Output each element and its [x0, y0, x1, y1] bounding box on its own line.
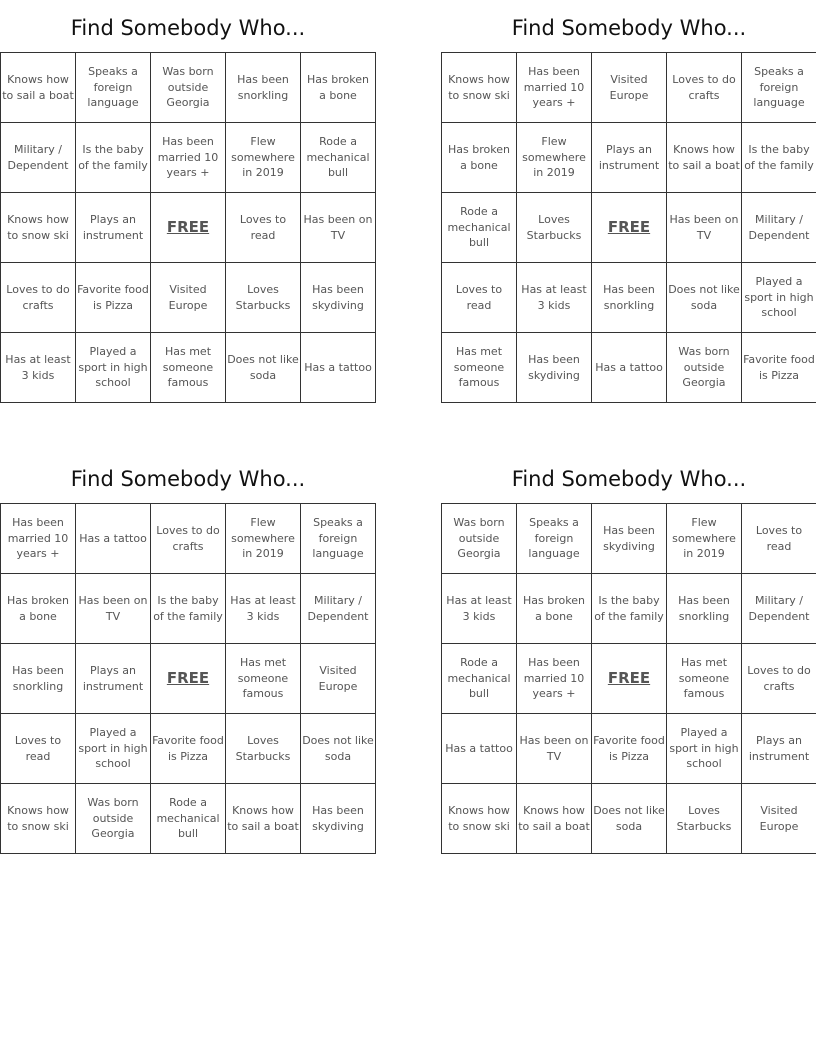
bingo-cell: Loves to read: [442, 263, 517, 333]
bingo-cell: Favorite food is Pizza: [592, 714, 667, 784]
bingo-cell: Rode a mechanical bull: [442, 644, 517, 714]
free-space: FREE: [151, 193, 226, 263]
bingo-cell: Loves Starbucks: [517, 193, 592, 263]
bingo-cell: Has been on TV: [667, 193, 742, 263]
bingo-cell: Does not like soda: [592, 784, 667, 854]
bingo-cell: Plays an instrument: [76, 644, 151, 714]
bingo-cell: Loves Starbucks: [667, 784, 742, 854]
bingo-cell: Has at least 3 kids: [226, 574, 301, 644]
bingo-cell: Rode a mechanical bull: [442, 193, 517, 263]
bingo-cell: Is the baby of the family: [76, 123, 151, 193]
bingo-grid: [0, 503, 376, 854]
bingo-cell: Knows how to sail a boat: [667, 123, 742, 193]
bingo-cell: Has been married 10 years +: [517, 644, 592, 714]
bingo-cell: Military / Dependent: [742, 193, 816, 263]
bingo-cell: Plays an instrument: [76, 193, 151, 263]
bingo-cell: Has at least 3 kids: [442, 574, 517, 644]
bingo-cell: Has been married 10 years +: [1, 504, 76, 574]
bingo-grid: [441, 52, 816, 403]
bingo-card-1: [0, 12, 376, 403]
bingo-cell: Played a sport in high school: [76, 714, 151, 784]
bingo-cell: Has a tattoo: [442, 714, 517, 784]
bingo-cell: Rode a mechanical bull: [151, 784, 226, 854]
bingo-cell: Is the baby of the family: [742, 123, 816, 193]
bingo-cell: Military / Dependent: [742, 574, 816, 644]
bingo-cell: Has been on TV: [76, 574, 151, 644]
bingo-cell: Knows how to snow ski: [442, 53, 517, 123]
bingo-cell: Military / Dependent: [1, 123, 76, 193]
bingo-cell: Speaks a foreign language: [517, 504, 592, 574]
bingo-cell: Speaks a foreign language: [742, 53, 816, 123]
bingo-cell: Has been snorkling: [592, 263, 667, 333]
bingo-cell: Speaks a foreign language: [76, 53, 151, 123]
bingo-cell: Rode a mechanical bull: [301, 123, 376, 193]
bingo-cell: Loves to read: [1, 714, 76, 784]
bingo-card-4: [441, 463, 816, 854]
bingo-cell: Played a sport in high school: [667, 714, 742, 784]
bingo-cell: Has been snorkling: [226, 53, 301, 123]
bingo-cell: Flew somewhere in 2019: [667, 504, 742, 574]
bingo-card-2: [441, 12, 816, 403]
bingo-cell: Loves to read: [742, 504, 816, 574]
bingo-cell: Loves to read: [226, 193, 301, 263]
card-title: Find Somebody Who...: [70, 467, 306, 491]
bingo-cell: Favorite food is Pizza: [742, 333, 816, 403]
free-space: FREE: [151, 644, 226, 714]
bingo-cell: Knows how to snow ski: [442, 784, 517, 854]
bingo-cell: Loves to do crafts: [742, 644, 816, 714]
bingo-cell: Has met someone famous: [226, 644, 301, 714]
bingo-cell: Has met someone famous: [151, 333, 226, 403]
bingo-cell: Has been married 10 years +: [151, 123, 226, 193]
bingo-cell: Does not like soda: [667, 263, 742, 333]
bingo-cell: Has at least 3 kids: [1, 333, 76, 403]
bingo-cell: Played a sport in high school: [742, 263, 816, 333]
bingo-cell: Has met someone famous: [442, 333, 517, 403]
bingo-cell: Knows how to sail a boat: [517, 784, 592, 854]
bingo-cell: Has at least 3 kids: [517, 263, 592, 333]
bingo-cell: Does not like soda: [301, 714, 376, 784]
bingo-cell: Visited Europe: [592, 53, 667, 123]
bingo-cell: Has been skydiving: [592, 504, 667, 574]
bingo-cell: Knows how to sail a boat: [226, 784, 301, 854]
bingo-cell: Was born outside Georgia: [76, 784, 151, 854]
bingo-cell: Visited Europe: [151, 263, 226, 333]
free-space: FREE: [592, 193, 667, 263]
bingo-cell: Was born outside Georgia: [442, 504, 517, 574]
bingo-cell: Has broken a bone: [301, 53, 376, 123]
bingo-cell: Knows how to sail a boat: [1, 53, 76, 123]
bingo-cell: Military / Dependent: [301, 574, 376, 644]
bingo-card-3: [0, 463, 376, 854]
bingo-cell: Loves to do crafts: [1, 263, 76, 333]
bingo-cell: Has been skydiving: [301, 784, 376, 854]
bingo-cell: Played a sport in high school: [76, 333, 151, 403]
card-title: Find Somebody Who...: [511, 467, 747, 491]
bingo-cell: Has been snorkling: [667, 574, 742, 644]
bingo-cell: Has been snorkling: [1, 644, 76, 714]
bingo-grid: [0, 52, 376, 403]
bingo-cell: Has been on TV: [301, 193, 376, 263]
bingo-cell: Was born outside Georgia: [667, 333, 742, 403]
free-space: FREE: [592, 644, 667, 714]
bingo-cell: Has a tattoo: [301, 333, 376, 403]
bingo-cell: Favorite food is Pizza: [76, 263, 151, 333]
bingo-cell: Is the baby of the family: [151, 574, 226, 644]
bingo-cell: Is the baby of the family: [592, 574, 667, 644]
bingo-cell: Favorite food is Pizza: [151, 714, 226, 784]
card-title: Find Somebody Who...: [70, 16, 306, 40]
bingo-cell: Loves Starbucks: [226, 263, 301, 333]
bingo-cell: Has been skydiving: [517, 333, 592, 403]
bingo-cell: Has been married 10 years +: [517, 53, 592, 123]
bingo-cell: Flew somewhere in 2019: [226, 123, 301, 193]
bingo-cell: Loves to do crafts: [667, 53, 742, 123]
bingo-cell: Has met someone famous: [667, 644, 742, 714]
bingo-cell: Knows how to snow ski: [1, 193, 76, 263]
bingo-cell: Visited Europe: [742, 784, 816, 854]
bingo-cell: Has broken a bone: [442, 123, 517, 193]
bingo-cell: Flew somewhere in 2019: [226, 504, 301, 574]
bingo-cell: Has a tattoo: [76, 504, 151, 574]
card-title: Find Somebody Who...: [511, 16, 747, 40]
bingo-cell: Plays an instrument: [742, 714, 816, 784]
bingo-cell: Has been skydiving: [301, 263, 376, 333]
bingo-cell: Flew somewhere in 2019: [517, 123, 592, 193]
bingo-cell: Loves Starbucks: [226, 714, 301, 784]
bingo-cell: Plays an instrument: [592, 123, 667, 193]
bingo-cell: Loves to do crafts: [151, 504, 226, 574]
bingo-cell: Does not like soda: [226, 333, 301, 403]
bingo-grid: [441, 503, 816, 854]
bingo-cell: Was born outside Georgia: [151, 53, 226, 123]
bingo-cell: Visited Europe: [301, 644, 376, 714]
bingo-cell: Has broken a bone: [517, 574, 592, 644]
bingo-cell: Has broken a bone: [1, 574, 76, 644]
bingo-cell: Speaks a foreign language: [301, 504, 376, 574]
bingo-cell: Knows how to snow ski: [1, 784, 76, 854]
bingo-cell: Has a tattoo: [592, 333, 667, 403]
bingo-cell: Has been on TV: [517, 714, 592, 784]
